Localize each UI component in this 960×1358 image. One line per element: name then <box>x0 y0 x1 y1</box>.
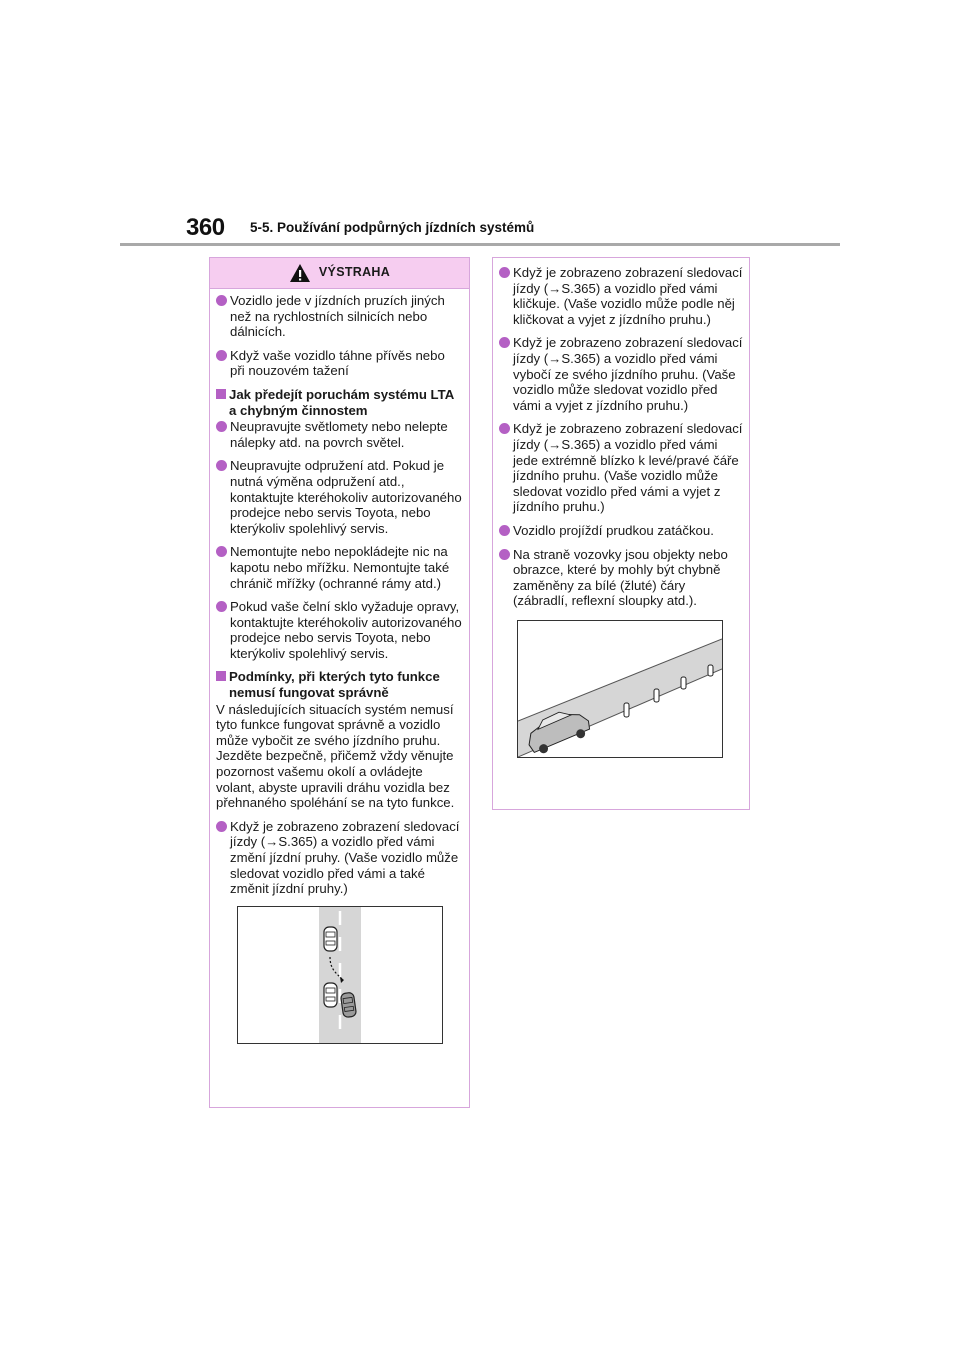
warning-box <box>209 257 470 1108</box>
header-divider <box>120 243 840 246</box>
warning-box-continued <box>492 257 750 810</box>
bullet-icon <box>216 421 227 432</box>
subsection-heading: Podmínky, při kterých tyto funkce nemusí fungovat správně <box>216 669 463 700</box>
warning-triangle-icon <box>289 263 311 283</box>
list-item: Vozidlo jede v jízdních pruzích jiných než na rychlostních silnicích nebo dálnicích. <box>216 293 463 340</box>
bullet-icon <box>499 423 510 434</box>
list-item: Když vaše vozidlo táhne přívěs nebo při nouzovém tažení <box>216 348 463 379</box>
own-car-icon <box>340 992 356 1018</box>
list-item: Nemontujte nebo nepokládejte nic na kapotu nebo mřížku. Nemontujte také chránič mřížky (ochranné rámy atd.) <box>216 544 463 591</box>
bullet-icon <box>499 337 510 348</box>
bullet-icon <box>499 267 510 278</box>
bullet-icon <box>216 821 227 832</box>
list-item: Neupravujte odpružení atd. Pokud je nutná výměna odpružení atd., kontaktujte kteréhokoliv autorizovaného prodejce nebo servis Toyota, nebo kterýkoliv spolehlivý servis. <box>216 458 463 536</box>
list-item: Když je zobrazeno zobrazení sledovací jízdy (→S.365) a vozidlo před vámi kličkuje. (Vaše vozidlo může podle něj kličkovat a vyjet z jízdního pruhu.) <box>499 265 743 327</box>
list-item: Pokud vaše čelní sklo vyžaduje opravy, kontaktujte kteréhokoliv autorizovaného prodejce nebo servis Toyota, nebo kterýkoliv spolehlivý servis. <box>216 599 463 661</box>
bullet-icon <box>216 295 227 306</box>
bullet-icon <box>216 546 227 557</box>
lane-change-illustration <box>237 906 443 1044</box>
page-number: 360 <box>186 214 225 241</box>
square-bullet-icon <box>216 671 226 681</box>
warning-title: VÝSTRAHA <box>318 265 391 280</box>
bullet-icon <box>216 601 227 612</box>
section-title: 5-5. Používání podpůrných jízdních systémů <box>250 220 535 235</box>
list-item: Neupravujte světlomety nebo nelepte nálepky atd. na povrch světel. <box>216 419 463 450</box>
list-item: Když je zobrazeno zobrazení sledovací jízdy (→S.365) a vozidlo před vámi jede extrémně blízko k levé/pravé čáře jízdního pruhu. (Vaše vozidlo může sledovat vozidlo před vámi a vyjet z jízdního pruhu.) <box>499 421 743 515</box>
lane-change-drawing <box>238 907 442 1043</box>
bullet-icon <box>216 460 227 471</box>
warning-header <box>210 258 469 289</box>
roadside-posts-illustration <box>517 620 723 758</box>
bullet-icon <box>216 350 227 361</box>
list-item: Když je zobrazeno zobrazení sledovací jízdy (→S.365) a vozidlo před vámi vybočí ze svého jízdního pruhu. (Vaše vozidlo může sledovat vozidlo před vámi a vyjet z jízdního pruhu.) <box>499 335 743 413</box>
adjacent-car-icon <box>324 983 337 1007</box>
list-item: Když je zobrazeno zobrazení sledovací jízdy (→S.365) a vozidlo před vámi změní jízdní pruhy. (Vaše vozidlo může sledovat vozidlo před vámi a také změnit jízdní pruhy.) <box>216 819 463 897</box>
bullet-icon <box>499 525 510 536</box>
subsection-heading: Jak předejít poruchám systému LTA a chybným činnostem <box>216 387 463 418</box>
list-item: Vozidlo projíždí prudkou zatáčkou. <box>499 523 743 539</box>
square-bullet-icon <box>216 389 226 399</box>
list-item: Na straně vozovky jsou objekty nebo obrazce, které by mohly být chybně zaměněny za bílé (žluté) čáry (zábradlí, reflexní sloupky atd.). <box>499 547 743 609</box>
bullet-icon <box>499 549 510 560</box>
paragraph: V následujících situacích systém nemusí tyto funkce fungovat správně a vozidlo může vybočit ze svého jízdního pruhu. Jezděte bezpečně, přičemž vždy věnujte pozornost vašemu okolí a ovládejte volant, abyste upravili dráhu vozidla bez přehnaného spoléhání se na tyto funkce. <box>216 701 455 811</box>
roadside-posts-drawing <box>518 621 722 757</box>
lead-car-icon <box>324 927 337 951</box>
